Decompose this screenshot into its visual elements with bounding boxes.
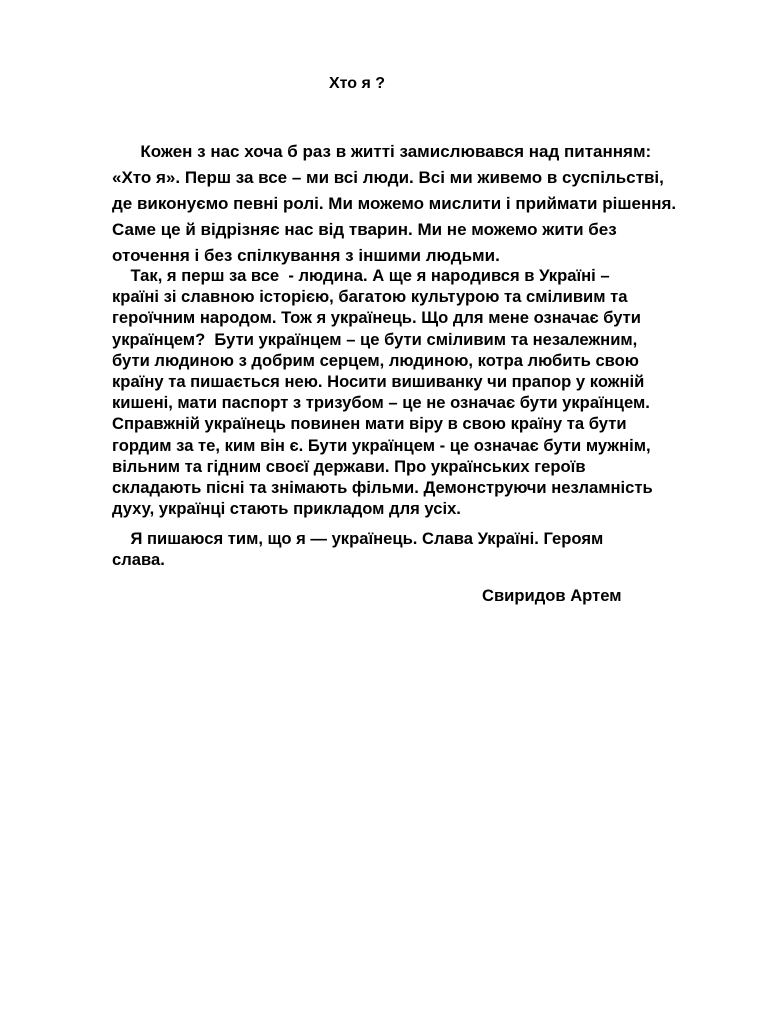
paragraph-line: Я пишаюся тим, що я — українець. Слава Україні. Героям (112, 529, 604, 548)
document-title: Хто я ? (328, 75, 386, 92)
paragraph-line: кишені, мати паспорт з тризубом – це не означає бути українцем. (112, 393, 650, 413)
paragraph-line: оточення і без спілкування з іншими людьми. (112, 246, 500, 265)
paragraph-line: українцем? Бути українцем – це бути сміливим та незалежним, (112, 329, 638, 349)
paragraph-line: слава. (112, 550, 165, 569)
paragraph-2 (112, 265, 653, 519)
paragraph-line: «Хто я». Перш за все – ми всі люди. Всі ми живемо в суспільстві, (112, 168, 664, 187)
paragraph-line: де виконуємо певні ролі. Ми можемо мислити і приймати рішення. (112, 194, 677, 213)
paragraph-line: Так, я перш за все - людина. А ще я народився в Україні – (112, 266, 610, 285)
paragraph-1 (112, 139, 676, 269)
paragraph-line: бути людиною з добрим серцем, людиною, котра любить свою (112, 350, 639, 370)
paragraph-line: країні зі славною історією, багатою культурою та сміливим та (112, 287, 628, 307)
paragraph-line: героїчним народом. Тож я українець. Що для мене означає бути (112, 308, 642, 328)
paragraph-line: країну та пишається нею. Носити вишиванку чи прапор у кожній (112, 372, 645, 392)
paragraph-line: духу, українці стають прикладом для усіх. (112, 499, 461, 519)
paragraph-line: Саме це й відрізняє нас від тварин. Ми не можемо жити без (112, 220, 617, 239)
paragraph-3 (112, 528, 603, 570)
author-signature: Свиридов Артем (482, 586, 622, 605)
paragraph-line: вільним та гідним своєї держави. Про українських героїв (112, 456, 586, 476)
paragraph-line: гордим за те, ким він є. Бути українцем - це означає бути мужнім, (112, 435, 651, 455)
paragraph-line: Справжній українець повинен мати віру в свою країну та бути (112, 414, 627, 434)
paragraph-line: Кожен з нас хоча б раз в житті замислювався над питанням: (112, 142, 652, 161)
paragraph-line: складають пісні та знімають фільми. Демонструючи незламність (112, 478, 653, 498)
